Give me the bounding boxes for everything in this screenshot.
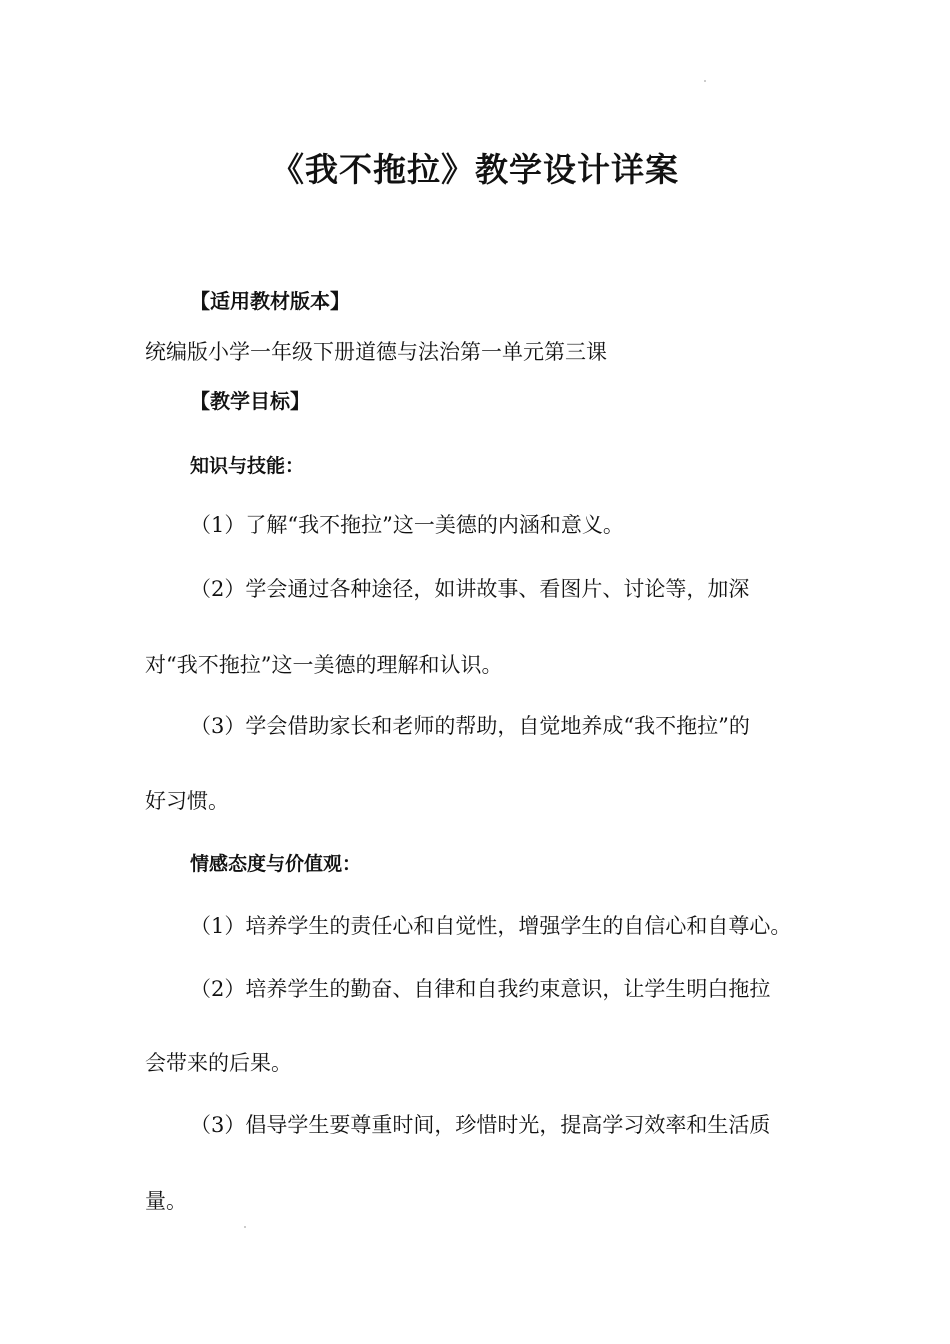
page-title: 《我不拖拉》教学设计详案 (271, 150, 679, 189)
scan-mark-bottom (244, 1226, 246, 1228)
scan-mark-top (704, 80, 706, 82)
knowledge-item-2-line-1: （2）学会通过各种途径，如讲故事、看图片、讨论等，加深 (190, 577, 750, 601)
knowledge-item-2-line-2: 对“我不拖拉”这一美德的理解和认识。 (145, 653, 503, 677)
emotion-item-2-line-1: （2）培养学生的勤奋、自律和自我约束意识，让学生明白拖拉 (190, 977, 771, 1001)
emotion-item-3-line-2: 量。 (145, 1189, 187, 1213)
knowledge-item-3-line-2: 好习惯。 (145, 789, 229, 813)
emotion-heading: 情感态度与价值观： (190, 853, 362, 875)
emotion-item-2-line-2: 会带来的后果。 (145, 1051, 292, 1075)
edition-heading: 【适用教材版本】 (190, 289, 350, 313)
emotion-item-3-line-1: （3）倡导学生要尊重时间，珍惜时光，提高学习效率和生活质 (190, 1113, 771, 1137)
knowledge-heading: 知识与技能： (190, 455, 305, 477)
knowledge-item-3-line-1: （3）学会借助家长和老师的帮助，自觉地养成“我不拖拉”的 (190, 714, 750, 738)
emotion-item-1: （1）培养学生的责任心和自觉性，增强学生的自信心和自尊心。 (190, 914, 792, 938)
knowledge-item-1: （1）了解“我不拖拉”这一美德的内涵和意义。 (190, 513, 624, 537)
edition-text: 统编版小学一年级下册道德与法治第一单元第三课 (145, 340, 607, 364)
objectives-heading: 【教学目标】 (190, 389, 310, 413)
